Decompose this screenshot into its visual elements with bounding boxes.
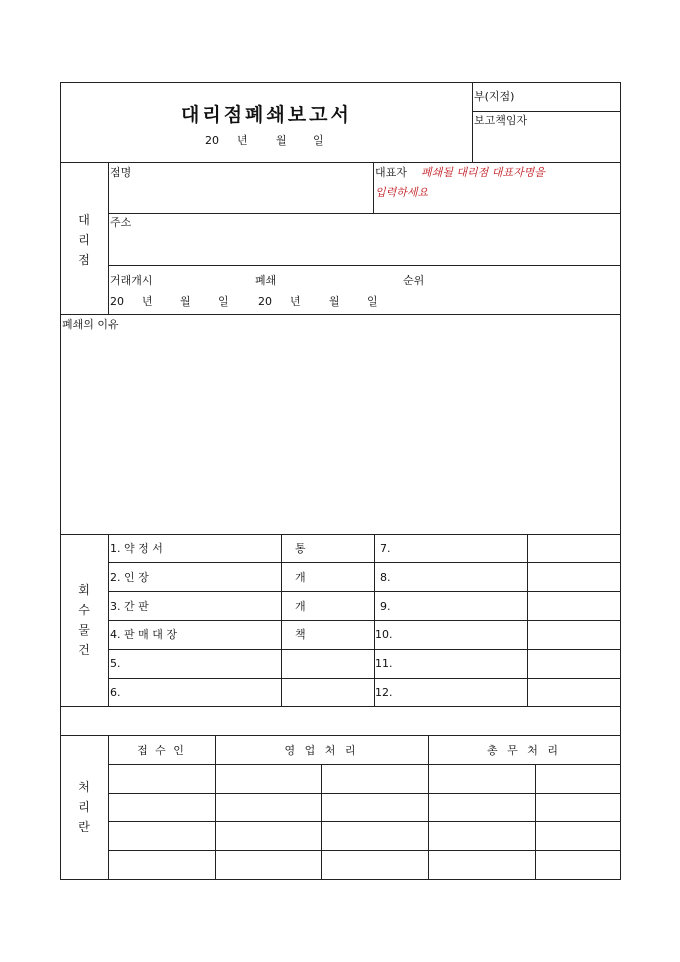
- close-date-year-unit: 년: [290, 295, 301, 308]
- general-header: 총 무 처 리: [487, 744, 561, 757]
- rep-label: 대표자: [375, 166, 407, 179]
- close-label: 폐쇄: [255, 274, 277, 287]
- recovered-item-left: 2. 인 장: [110, 571, 149, 584]
- address-row-line: [108, 265, 621, 266]
- rep-divider: [373, 162, 374, 214]
- date-year-unit: 년: [237, 134, 248, 147]
- agency-section-label: [74, 210, 94, 270]
- outer-bottom-border: [60, 879, 621, 880]
- date-year: 20: [205, 134, 219, 147]
- recovered-item-right: 9.: [380, 600, 391, 613]
- store-name-label: 점명: [110, 166, 132, 179]
- agency-label-divider: [108, 162, 109, 314]
- start-date-month-unit: 월: [180, 295, 191, 308]
- store-row-line: [108, 213, 621, 214]
- date-month-unit: 월: [276, 134, 287, 147]
- blank-row-bottom-line: [60, 735, 621, 736]
- close-date-month-unit: 월: [329, 295, 340, 308]
- rep-hint: 폐쇄될 대리점 대표자명을: [421, 166, 545, 179]
- recovered-item-unit: 통: [295, 542, 306, 555]
- close-date-year: 20: [258, 295, 272, 308]
- processing-row-line: [108, 764, 621, 765]
- recovered-section-label: [74, 580, 94, 660]
- rank-label: 순위: [403, 274, 425, 287]
- processing-subcol-divider: [535, 764, 536, 880]
- dept-label: 부(지점): [474, 90, 515, 103]
- reason-label: 폐쇄의 이유: [62, 318, 119, 331]
- processing-row-line: [108, 793, 621, 794]
- recovered-item-unit: 개: [295, 600, 306, 613]
- recovered-item-left: 4. 판 매 대 장: [110, 628, 177, 641]
- start-label: 거래개시: [110, 274, 153, 287]
- agency-bottom-line: [60, 314, 621, 315]
- header-bottom-line: [60, 162, 621, 163]
- recovered-row-line: [108, 591, 621, 592]
- recovered-label-char: 물: [78, 623, 90, 637]
- recovered-item-right: 12.: [375, 686, 393, 699]
- reason-bottom-line: [60, 534, 621, 535]
- start-date-year: 20: [110, 295, 124, 308]
- header-divider: [472, 82, 473, 163]
- processing-row-line: [108, 821, 621, 822]
- recovered-item-left: 5.: [110, 657, 121, 670]
- manager-label: 보고책임자: [474, 114, 528, 127]
- processing-section-label: [74, 777, 94, 837]
- recovered-label-char: 회: [78, 583, 90, 597]
- outer-left-border: [60, 82, 61, 880]
- recovered-item-right: 8.: [380, 571, 391, 584]
- recovered-row-line: [108, 562, 621, 563]
- recovered-row-line: [108, 620, 621, 621]
- outer-right-border: [620, 82, 621, 880]
- received-header: 접 수 인: [137, 744, 186, 757]
- processing-label-char: 리: [78, 800, 90, 814]
- start-date-day-unit: 일: [218, 295, 229, 308]
- recovered-row-line: [108, 649, 621, 650]
- processing-label-char: 처: [78, 780, 90, 794]
- address-label: 주소: [110, 216, 132, 229]
- agency-label-char: 대: [78, 213, 90, 227]
- recovered-item-left: 6.: [110, 686, 121, 699]
- recovered-bottom-line: [60, 706, 621, 707]
- recovered-item-left: 1. 약 정 서: [110, 542, 163, 555]
- outer-top-border: [60, 82, 621, 83]
- recovered-item-right: 7.: [380, 542, 391, 555]
- recovered-item-unit: 책: [295, 628, 306, 641]
- processing-label-char: 란: [78, 820, 90, 834]
- recovered-item-right: 10.: [375, 628, 393, 641]
- recovered-item-left: 3. 간 판: [110, 600, 149, 613]
- recovered-label-char: 건: [78, 643, 90, 657]
- processing-subcol-divider: [321, 764, 322, 880]
- agency-label-char: 리: [78, 233, 90, 247]
- start-date-year-unit: 년: [142, 295, 153, 308]
- recovered-item-right: 11.: [375, 657, 393, 670]
- recovered-label-char: 수: [78, 603, 90, 617]
- recovered-item-unit: 개: [295, 571, 306, 584]
- header-right-divider: [472, 111, 621, 112]
- page-title: 대리점폐쇄보고서: [181, 104, 352, 126]
- sales-header: 영 업 처 리: [284, 744, 359, 757]
- agency-label-char: 점: [78, 253, 90, 267]
- close-date-day-unit: 일: [367, 295, 378, 308]
- processing-row-line: [108, 850, 621, 851]
- rep-hint-2: 입력하세요: [375, 186, 429, 199]
- recovered-row-line: [108, 678, 621, 679]
- date-day-unit: 일: [313, 134, 324, 147]
